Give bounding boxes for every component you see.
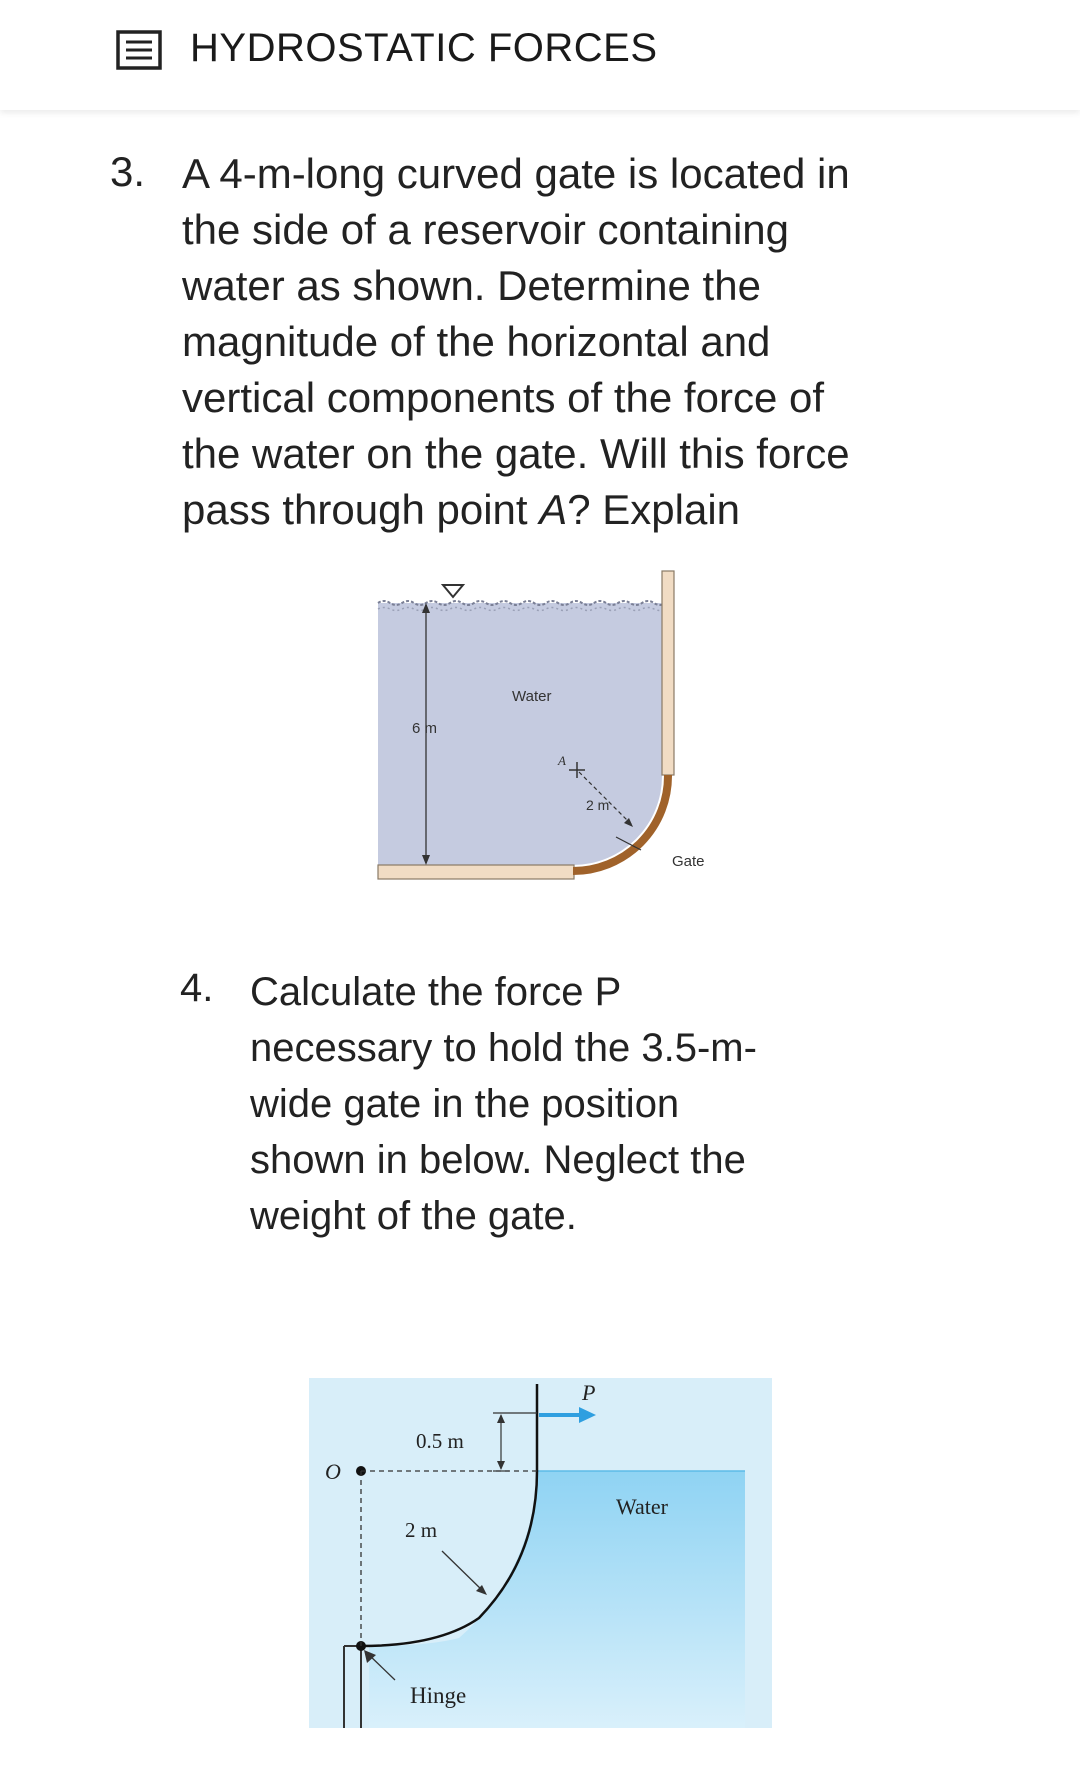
question-4-line: wide gate in the position: [250, 1082, 680, 1126]
question-4-number: 4.: [180, 966, 214, 1010]
question-4-text: [250, 964, 757, 1244]
radius-label: 2 m: [586, 797, 610, 813]
page-header: [0, 0, 1080, 110]
question-3-text: [182, 146, 850, 538]
question-3-line-part: ? Explain: [567, 486, 741, 533]
free-surface-marker-icon: [443, 585, 463, 597]
document-list-icon[interactable]: [116, 30, 162, 70]
curved-gate-reservoir-figure: [370, 565, 730, 910]
question-3-line: [182, 482, 850, 538]
question-3-line: the water on the gate. Will this force: [182, 430, 850, 477]
point-a-label: A: [558, 753, 566, 768]
question-3-line: A 4-m-long curved gate is located in: [182, 150, 850, 197]
question-3-number: 3.: [110, 148, 146, 195]
gate-label: Gate: [672, 853, 705, 870]
question-4-line: necessary to hold the 3.5-m-: [250, 1026, 757, 1070]
question-3-line-part: pass through point: [182, 486, 540, 533]
force-label: P: [582, 1380, 596, 1405]
hinge-label: Hinge: [410, 1683, 467, 1708]
question-3-line: water as shown. Determine the: [182, 262, 761, 309]
vertical-wall: [662, 571, 674, 775]
water-label: Water: [616, 1494, 668, 1519]
question-3-line: the side of a reservoir containing: [182, 206, 790, 253]
depth-label: 6 m: [412, 720, 438, 737]
water-label: Water: [512, 688, 552, 705]
origin-label: O: [325, 1459, 341, 1484]
hinged-gate-figure: [309, 1378, 772, 1728]
question-4-line: Calculate the force P: [250, 970, 622, 1014]
question-3-line: vertical components of the force of: [182, 374, 824, 421]
radius-label: 2 m: [405, 1518, 438, 1542]
point-a-italic: A: [539, 486, 568, 533]
question-4-line: shown in below. Neglect the: [250, 1138, 746, 1182]
question-4-line: weight of the gate.: [250, 1194, 577, 1238]
floor-slab: [378, 865, 574, 879]
page-title: HYDROSTATIC FORCES: [190, 26, 658, 70]
question-3-line: magnitude of the horizontal and: [182, 318, 771, 365]
offset-label: 0.5 m: [416, 1429, 464, 1453]
